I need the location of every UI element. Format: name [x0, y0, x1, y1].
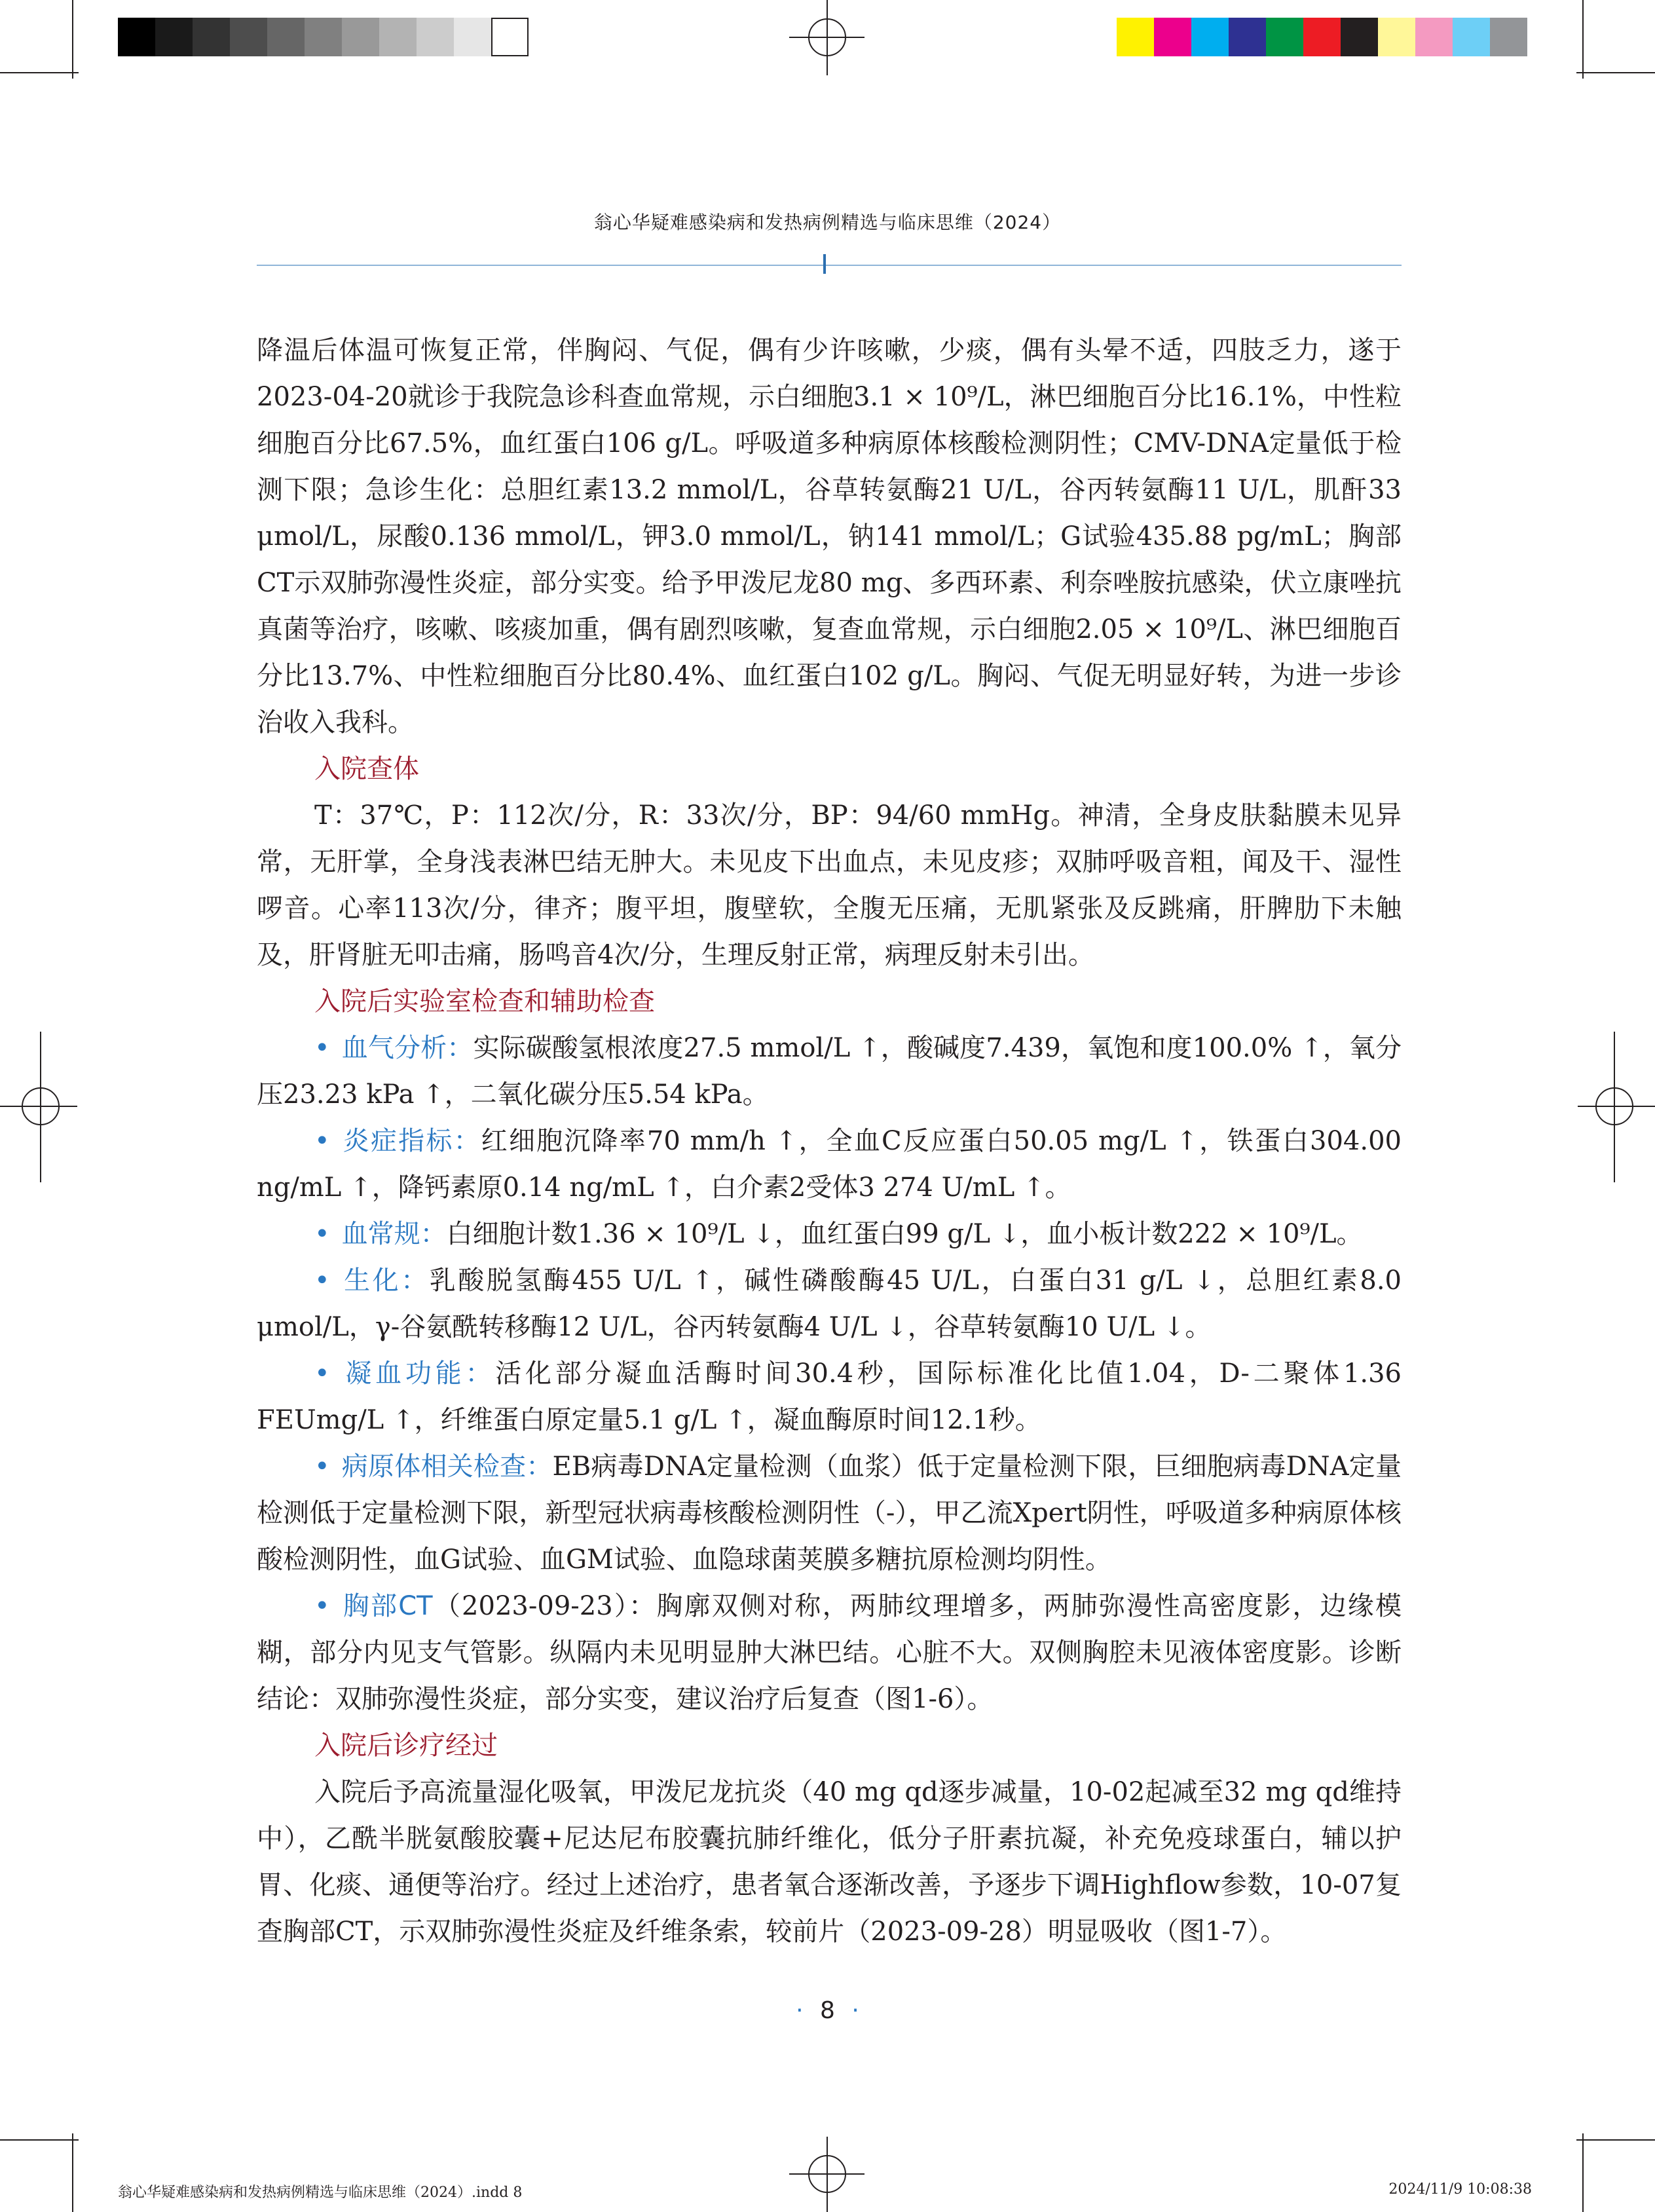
- crop-mark: [1582, 2133, 1584, 2212]
- page-number-value: 8: [820, 1997, 835, 2024]
- lab-item-coagulation: [257, 1351, 1402, 1444]
- color-swatch: [1490, 18, 1527, 56]
- lab-item-text: 活化部分凝血活酶时间30.4秒，国际标准化比值1.04，D-二聚体1.36 FEUmg/L ↑，纤维蛋白原定量5.1 g/L ↑，凝血酶原时间12.1秒。: [257, 1359, 1402, 1435]
- color-calibration-bar: [1117, 18, 1527, 56]
- gray-swatch: [230, 18, 267, 56]
- crop-mark: [72, 2133, 73, 2212]
- registration-line: [40, 1032, 41, 1182]
- header-rule: [257, 265, 1402, 266]
- color-swatch: [1117, 18, 1154, 56]
- bullet-icon: •: [314, 1033, 330, 1063]
- color-swatch: [1154, 18, 1191, 56]
- crop-mark: [0, 2139, 79, 2141]
- page-number-dot: ·: [796, 1997, 804, 2024]
- gray-swatch: [267, 18, 305, 56]
- lab-item-label: 血常规：: [341, 1219, 447, 1249]
- color-swatch: [1378, 18, 1415, 56]
- lab-item-label: 胸部CT: [341, 1591, 433, 1621]
- color-swatch: [1303, 18, 1341, 56]
- crop-mark: [1582, 0, 1584, 79]
- lab-item-text: 实际碳酸氢根浓度27.5 mmol/L ↑，酸碱度7.439，氧饱和度100.0% ↑，氧分压23.23 kPa ↑，二氧化碳分压5.54 kPa。: [257, 1033, 1402, 1110]
- color-swatch: [1191, 18, 1229, 56]
- registration-line: [789, 2173, 865, 2175]
- lab-item-label: 生化：: [341, 1265, 430, 1296]
- crop-mark: [72, 0, 73, 79]
- header-rule-marker: [823, 254, 826, 274]
- physical-exam-paragraph: T：37℃，P：112次/分，R：33次/分，BP：94/60 mmHg。神清，全身皮肤黏膜未见异常，无肝掌，全身浅表淋巴结无肿大。未见皮下出血点，未见皮疹；双肺呼吸音粗，闻及干、湿性啰音。心率113次/分，律齐；腹平坦，腹壁软，全腹无压痛，无肌紧张及反跳痛，肝脾肋下未触及，肝肾脏无叩击痛，肠鸣音4次/分，生理反射正常，病理反射未引出。: [257, 800, 1402, 970]
- bullet-icon: •: [314, 1359, 330, 1389]
- registration-line: [0, 1106, 77, 1107]
- crop-mark: [1576, 72, 1655, 73]
- registration-line: [1614, 1032, 1615, 1182]
- lab-item-inflammation: [257, 1118, 1402, 1211]
- page-body: [257, 328, 1402, 1955]
- gray-swatch: [379, 18, 417, 56]
- section-heading-treatment: 入院后诊疗经过: [314, 1731, 498, 1761]
- slug-file-name: 翁心华疑难感染病和发热病例精选与临床思维（2024）.indd 8: [118, 2184, 523, 2201]
- lab-item-label: 血气分析：: [341, 1033, 474, 1063]
- color-swatch: [1229, 18, 1266, 56]
- lab-item-blood-routine: [257, 1211, 1402, 1258]
- crop-mark: [1576, 2139, 1655, 2141]
- lab-item-label: 凝血功能：: [341, 1359, 496, 1389]
- gray-swatch: [417, 18, 454, 56]
- lab-item-label: 病原体相关检查：: [341, 1452, 553, 1482]
- page-number: [0, 1997, 1655, 2024]
- gray-swatch: [491, 18, 529, 56]
- lab-item-text: （2023-09-23）：胸廓双侧对称，两肺纹理增多，两肺弥漫性高密度影，边缘模糊，部分内见支气管影。纵隔内未见明显肿大淋巴结。心脏不大。双侧胸腔未见液体密度影。诊断结论：双肺弥漫性炎症，部分实变，建议治疗后复查（图1-6）。: [257, 1591, 1402, 1714]
- crop-mark: [0, 72, 79, 73]
- registration-line: [789, 37, 865, 38]
- lab-item-biochemistry: [257, 1258, 1402, 1351]
- bullet-icon: •: [314, 1265, 330, 1296]
- page-number-dot: ·: [851, 1997, 859, 2024]
- treatment-paragraph: 入院后予高流量湿化吸氧，甲泼尼龙抗炎（40 mg qd逐步减量，10-02起减至32 mg qd维持中），乙酰半胱氨酸胶囊+尼达尼布胶囊抗肺纤维化，低分子肝素抗凝，补充免疫球蛋白，辅以护胃、化痰、通便等治疗。经过上述治疗，患者氧合逐渐改善，予逐步下调Highflow参数，10-07复查胸部CT，示双肺弥漫性炎症及纤维条索，较前片（2023-09-28）明显吸收（图1-7）。: [257, 1777, 1402, 1947]
- lab-item-text: 白细胞计数1.36 × 10⁹/L ↓，血红蛋白99 g/L ↓，血小板计数222 × 10⁹/L。: [446, 1219, 1363, 1249]
- color-swatch: [1415, 18, 1453, 56]
- gray-calibration-bar: [118, 18, 529, 56]
- gray-swatch: [305, 18, 342, 56]
- section-heading-lab-tests: 入院后实验室检查和辅助检查: [314, 986, 655, 1017]
- color-swatch: [1266, 18, 1303, 56]
- color-swatch: [1453, 18, 1490, 56]
- intro-paragraph: 降温后体温可恢复正常，伴胸闷、气促，偶有少许咳嗽，少痰，偶有头晕不适，四肢乏力，遂于2023-04-20就诊于我院急诊科查血常规，示白细胞3.1 × 10⁹/L，淋巴细胞百分比16.1%，中性粒细胞百分比67.5%，血红蛋白106 g/L。呼吸道多种病原体核酸检测阴性；CMV-DNA定量低于检测下限；急诊生化：总胆红素13.2 mmol/L，谷草转氨酶21 U/L，谷丙转氨酶11 U/L，肌酐33 μmol/L，尿酸0.136 mmol/L，钾3.0 mmol/L，钠141 mmol/L；G试验435.88 pg/mL；胸部CT示双肺弥漫性炎症，部分实变。给予甲泼尼龙80 mg、多西环素、利奈唑胺抗感染，伏立康唑抗真菌等治疗，咳嗽、咳痰加重，偶有剧烈咳嗽，复查血常规，示白细胞2.05 × 10⁹/L、淋巴细胞百分比13.7%、中性粒细胞百分比80.4%、血红蛋白102 g/L。胸闷、气促无明显好转，为进一步诊治收入我科。: [257, 335, 1402, 738]
- section-heading-physical-exam: 入院查体: [314, 754, 419, 784]
- slug-timestamp: 2024/11/9 10:08:38: [1388, 2181, 1532, 2198]
- lab-item-label: 炎症指标：: [341, 1126, 481, 1156]
- bullet-icon: •: [314, 1452, 330, 1482]
- lab-item-pathogen: [257, 1444, 1402, 1583]
- gray-swatch: [155, 18, 193, 56]
- running-header-title: 翁心华疑难感染病和发热病例精选与临床思维（2024）: [593, 212, 1062, 233]
- lab-item-text: 乳酸脱氢酶455 U/L ↑，碱性磷酸酶45 U/L，白蛋白31 g/L ↓，总胆红素8.0 μmol/L，γ-谷氨酰转移酶12 U/L，谷丙转氨酶4 U/L ↓，谷草转氨酶10 U/L ↓。: [257, 1265, 1402, 1342]
- bullet-icon: •: [314, 1126, 330, 1156]
- lab-item-text: EB病毒DNA定量检测（血浆）低于定量检测下限，巨细胞病毒DNA定量检测低于定量检测下限，新型冠状病毒核酸检测阴性（-），甲乙流Xpert阴性，呼吸道多种病原体核酸检测阴性，血G试验、血GM试验、血隐球菌荚膜多糖抗原检测均阴性。: [257, 1452, 1402, 1575]
- bullet-icon: •: [314, 1591, 330, 1621]
- lab-item-blood-gas: [257, 1025, 1402, 1118]
- gray-swatch: [193, 18, 230, 56]
- gray-swatch: [454, 18, 491, 56]
- gray-swatch: [342, 18, 379, 56]
- lab-item-text: 红细胞沉降率70 mm/h ↑，全血C反应蛋白50.05 mg/L ↑，铁蛋白304.00 ng/mL ↑，降钙素原0.14 ng/mL ↑，白介素2受体3 274 U/mL ↑。: [257, 1126, 1402, 1203]
- color-swatch: [1341, 18, 1378, 56]
- gray-swatch: [118, 18, 155, 56]
- registration-line: [1578, 1106, 1655, 1107]
- bullet-icon: •: [314, 1219, 330, 1249]
- lab-item-chest-ct: [257, 1583, 1402, 1723]
